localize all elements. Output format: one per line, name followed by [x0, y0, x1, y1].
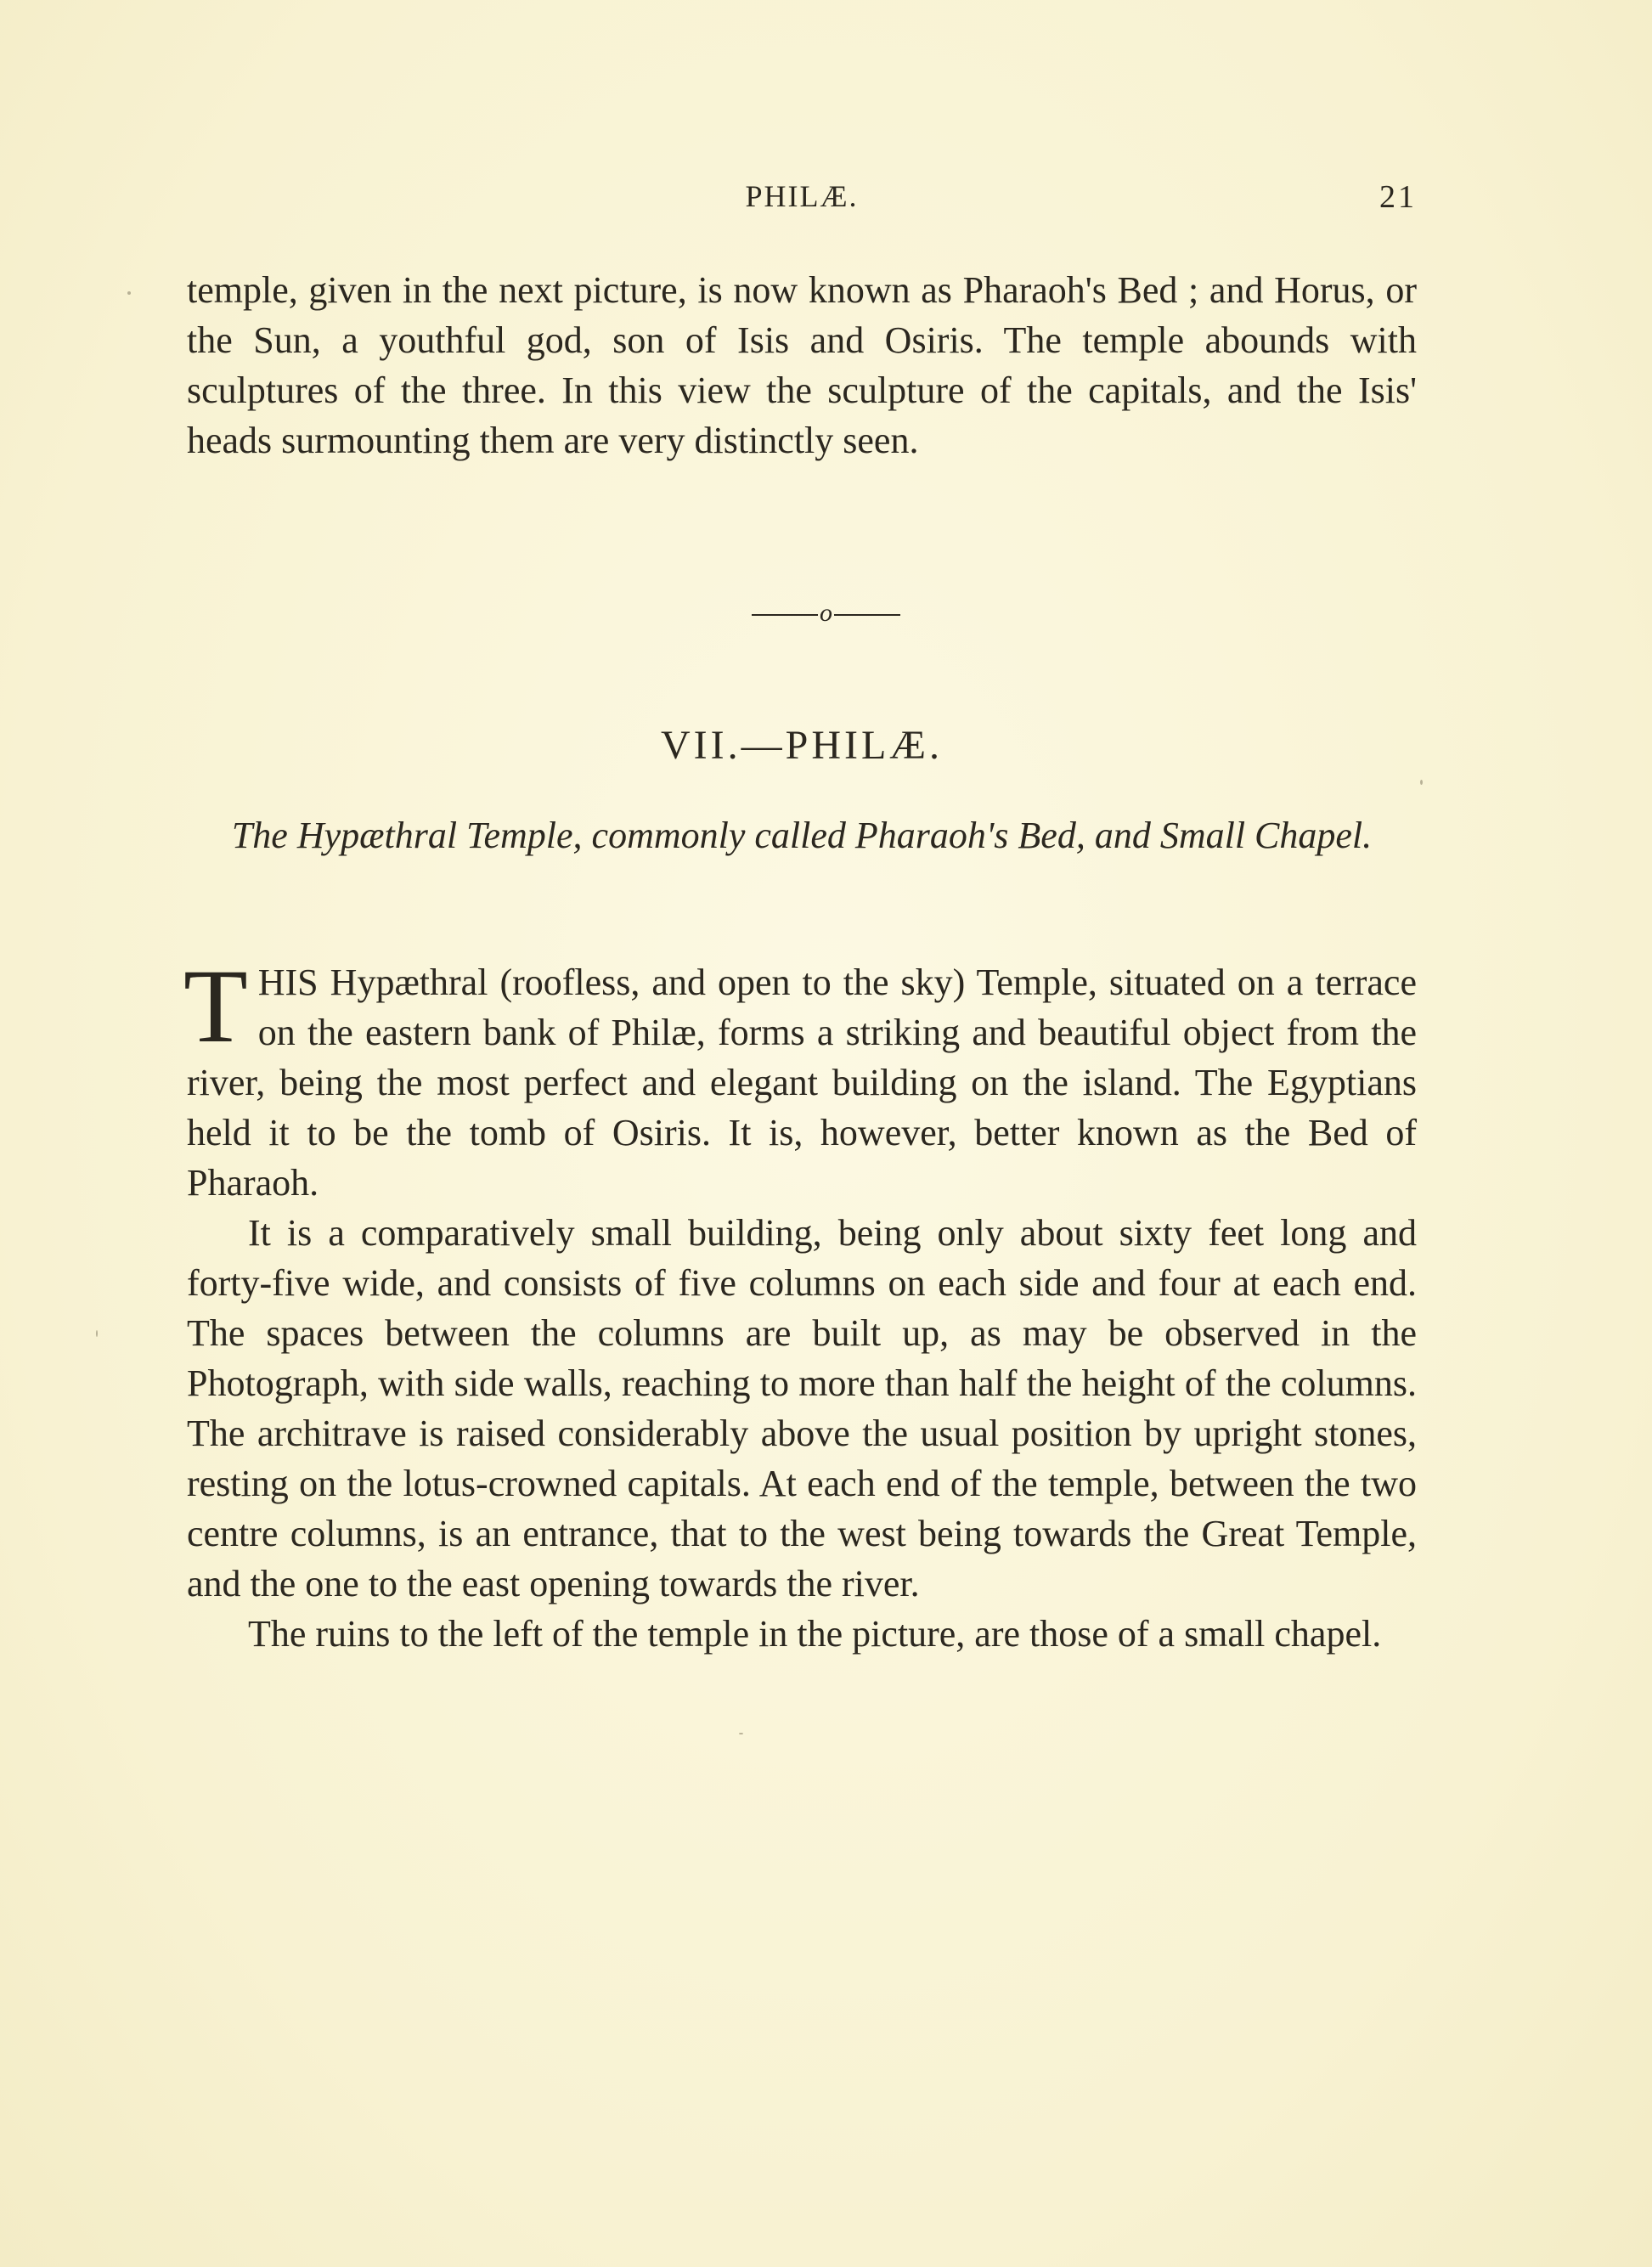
separator-rule-left	[752, 614, 818, 616]
paper-speck	[96, 1330, 98, 1337]
chapter-body	[183, 948, 1417, 1659]
paragraph-1-text: HIS Hypæthral (roofless, and open to the sky) Temple, situated on a terrace on the eastern bank of Philæ, forms a striking and beautiful object from the river, being the most perfect and elegant building on the island. The Egyptians held it to be the tomb of Osiris. It is, however, better known as the Bed of Pharaoh.	[187, 962, 1417, 1204]
separator-mark: o	[820, 599, 832, 628]
page-number: 21	[1379, 179, 1417, 215]
paragraph-2: It is a comparatively small building, being only about sixty feet long and forty-five wide, and consists of five columns on each side and four at each end. The spaces between the columns are built up, as may be observed in the Photograph, with side walls, reaching to more than half the height of the columns. The architrave is raised considerably above the usual position by upright stones, resting on the lotus-crowned capitals. At each end of the temple, between the two centre columns, is an entrance, that to the west being towards the Great Temple, and the one to the east opening towards the river.	[187, 1212, 1417, 1604]
running-title: PHILÆ.	[745, 179, 859, 213]
chapter-subtitle: The Hypæthral Temple, commonly called Pharaoh's Bed, and Small Chapel.	[231, 815, 1373, 856]
paragraph-1	[183, 948, 1417, 1208]
intro-paragraph: temple, given in the next picture, is now known as Pharaoh's Bed ; and Horus, or the Sun, a youthful god, son of Isis and Osiris. The temple abounds with sculptures of the three. In this view the sculpture of the capitals, and the Isis' heads surmounting them are very distinctly seen.	[187, 269, 1417, 461]
section-separator	[0, 599, 1652, 633]
running-head	[0, 178, 1652, 221]
drop-cap: T	[183, 948, 248, 1064]
paragraph-3: The ruins to the left of the temple in the picture, are those of a small chapel.	[248, 1613, 1382, 1655]
intro-paragraph-block	[187, 265, 1417, 465]
paper-speck	[127, 291, 131, 295]
separator-rule-right	[834, 614, 900, 616]
paper-speck	[739, 1733, 743, 1734]
chapter-heading: VII.—PHILÆ.	[661, 723, 943, 768]
paper-speck	[1420, 780, 1423, 785]
